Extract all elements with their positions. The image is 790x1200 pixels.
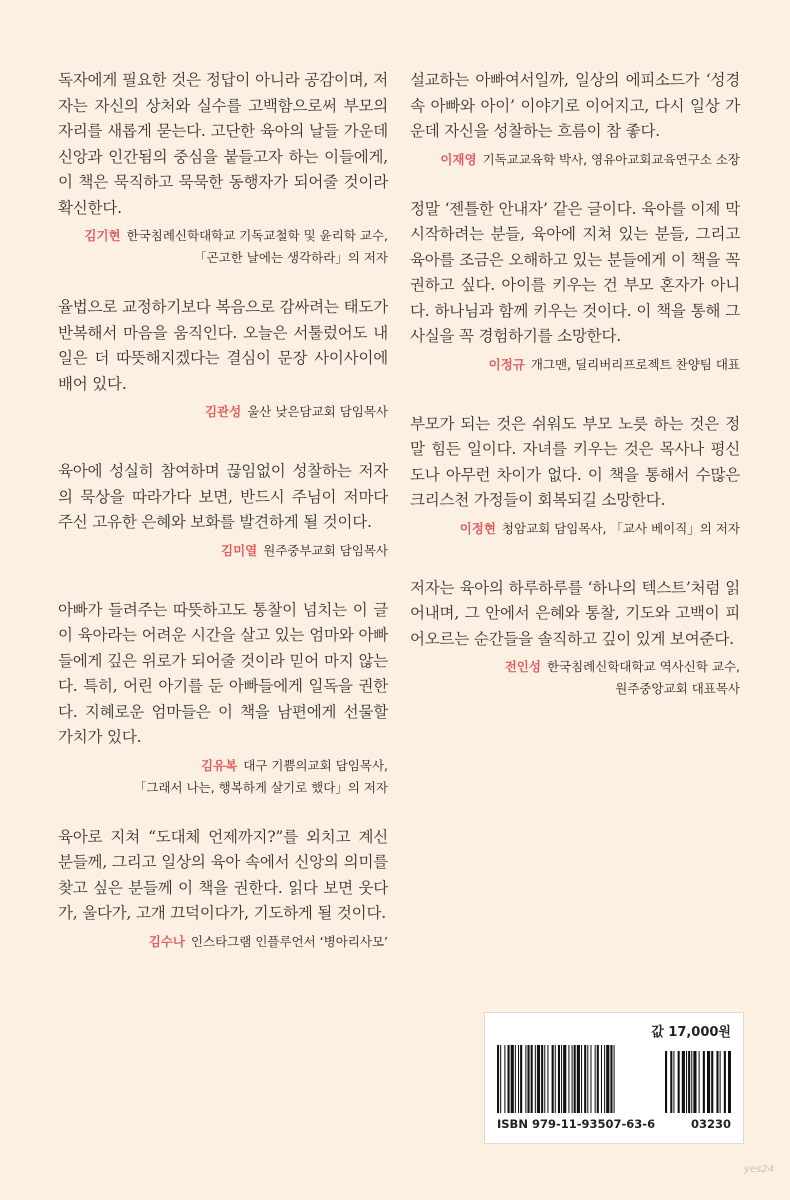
blurb-attribution xyxy=(58,931,388,953)
blurb-attribution xyxy=(410,354,740,376)
endorser-name: 이정규 xyxy=(488,356,525,372)
blurb-attribution xyxy=(58,540,388,562)
endorser-role: 인스타그램 인플루언서 ‘병아리사모’ xyxy=(190,933,388,949)
blurb-9 xyxy=(410,576,740,701)
blurb-text: 설교하는 아빠여서일까, 일상의 에피소드가 ‘성경 속 아빠와 아이’ 이야기로 이어지고, 다시 일상 가운데 자신을 성찰하는 흐름이 참 좋다. xyxy=(410,71,740,140)
right-column xyxy=(410,68,740,700)
blurb-text: 정말 ‘젠틀한 안내자’ 같은 글이다. 육아를 이제 막 시작하려는 분들, 육아에 지쳐 있는 분들, 그리고 육아를 조금은 오해하고 있는 분들에게 이 책을 꼭 권하고 싶다. 아이를 키우는 건 부모 혼자가 아니다. 하나님과 함께 키우는 것이다. 이 책을 통해 그 사실을 꼭 경험하기를 소망한다. xyxy=(410,199,740,345)
endorser-role: 한국침례신학대학교 기독교철학 및 윤리학 교수, xyxy=(126,228,388,243)
watermark-logo: yes24 xyxy=(744,1164,775,1175)
blurb-attribution xyxy=(58,401,388,423)
endorser-role: 울산 낮은담교회 담임목사 xyxy=(247,404,388,419)
endorser-role: 개그맨, 딜리버리프로젝트 찬양팀 대표 xyxy=(530,356,740,372)
endorser-role: 기독교교육학 박사, 영유아교회교육연구소 소장 xyxy=(482,151,740,167)
endorser-role: 대구 기쁨의교회 담임목사, xyxy=(243,757,388,773)
blurb-attribution xyxy=(410,149,740,171)
blurb-3 xyxy=(58,459,388,562)
blurb-attribution xyxy=(58,225,388,269)
endorser-name: 김수나 xyxy=(148,933,185,949)
blurb-text: 육아로 지쳐 “도대체 언제까지?”를 외치고 계신 분들께, 그리고 일상의 육아 속에서 신앙의 의미를 찾고 싶은 분들께 이 책을 권한다. 읽다 보면 웃다가, 울다가, 고개 끄덕이다가, 기도하게 될 것이다. xyxy=(58,827,388,922)
blurb-5 xyxy=(58,825,388,953)
price-label: 값 17,000원 xyxy=(651,1025,731,1040)
blurb-text: 아빠가 들려주는 따뜻하고도 통찰이 넘치는 이 글이 육아라는 어려운 시간을 살고 있는 엄마와 아빠들에게 깊은 위로가 되어줄 것이라 믿어 마지 않는다. 특히, 어린 아기를 둔 아빠들에게 일독을 권한다. 지혜로운 엄마들은 이 책을 남편에게 선물할 가치가 있다. xyxy=(58,600,388,746)
blurb-attribution xyxy=(410,656,740,700)
blurb-8 xyxy=(410,412,740,540)
endorser-role: 원주중부교회 담임목사 xyxy=(263,542,388,558)
endorser-role: 한국침례신학대학교 역사신학 교수, xyxy=(546,659,740,674)
barcode-icon xyxy=(497,1045,731,1113)
endorser-role: 청암교회 담임목사, 「교사 베이직」의 저자 xyxy=(501,520,740,536)
endorser-role-line2: 「곤고한 날에는 생각하라」의 저자 xyxy=(194,250,388,265)
endorser-name: 김유복 xyxy=(201,757,238,773)
left-column xyxy=(58,68,388,953)
blurb-6 xyxy=(410,68,740,171)
blurb-attribution xyxy=(58,755,388,799)
endorser-name: 이재영 xyxy=(440,151,477,167)
endorser-name: 김미열 xyxy=(221,542,258,558)
blurb-4 xyxy=(58,598,388,799)
endorser-name: 김관성 xyxy=(204,404,242,419)
endorser-name: 김기현 xyxy=(84,228,121,243)
blurb-text: 저자는 육아의 하루하루를 ‘하나의 텍스트’처럼 읽어내며, 그 안에서 은혜와 통찰, 기도와 고백이 피어오르는 순간들을 솔직하고 깊이 있게 보여준다. xyxy=(410,578,740,648)
blurb-7 xyxy=(410,197,740,376)
isbn-addon-label: 03230 xyxy=(690,1117,731,1131)
blurb-1 xyxy=(58,68,388,269)
blurb-text: 독자에게 필요한 것은 정답이 아니라 공감이며, 저자는 자신의 상처와 실수를 고백함으로써 부모의 자리를 새롭게 묻는다. 고단한 육아의 날들 가운데 신앙과 인간됨의 중심을 붙들고자 하는 이들에게, 이 책은 묵직하고 묵묵한 동행자가 되어줄 것이라 확신한다. xyxy=(58,71,388,217)
blurb-text: 부모가 되는 것은 쉬워도 부모 노릇 하는 것은 정말 힘든 일이다. 자녀를 키우는 것은 목사나 평신도나 아무런 차이가 없다. 이 책을 통해서 수많은 크리스천 가정들이 회복되길 소망한다. xyxy=(410,414,740,509)
blurb-2 xyxy=(58,295,388,423)
endorser-role-line2: 「그래서 나는, 행복하게 살기로 했다」의 저자 xyxy=(133,779,388,795)
blurb-text: 육아에 성실히 참여하며 끊임없이 성찰하는 저자의 묵상을 따라가다 보면, 반드시 주님이 저마다 주신 고유한 은혜와 보화를 발견하게 될 것이다. xyxy=(58,462,388,531)
endorser-name: 이정현 xyxy=(459,520,496,536)
blurb-attribution xyxy=(410,518,740,540)
endorser-name: 전인성 xyxy=(504,659,541,674)
barcode-box xyxy=(484,1012,744,1144)
endorser-role-line2: 원주중앙교회 대표목사 xyxy=(615,681,740,696)
isbn-label: ISBN 979-11-93507-63-6 xyxy=(497,1117,656,1131)
blurb-text: 율법으로 교정하기보다 복음으로 감싸려는 태도가 반복해서 마음을 움직인다. 오늘은 서툴렀어도 내일은 더 따뜻해지겠다는 결심이 문장 사이사이에 배어 있다. xyxy=(58,298,388,393)
